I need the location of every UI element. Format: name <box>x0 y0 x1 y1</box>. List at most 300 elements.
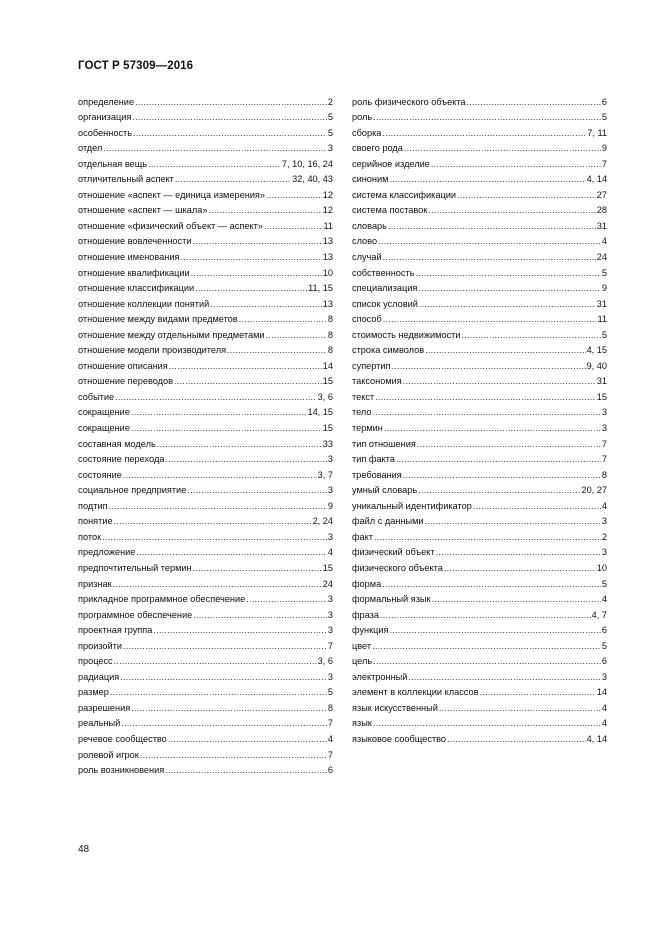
index-term: тип факта <box>352 454 395 465</box>
index-entry <box>78 683 333 699</box>
page-number: 48 <box>78 844 90 855</box>
index-term: разрешения <box>78 702 131 713</box>
dot-leader <box>132 112 326 123</box>
dot-leader <box>389 174 585 185</box>
index-entry <box>78 574 333 590</box>
index-pages: 11 <box>597 314 607 325</box>
index-pages: 5 <box>601 640 607 651</box>
dot-leader <box>165 454 326 465</box>
index-entry <box>352 108 607 124</box>
index-term: физический объект <box>352 547 435 558</box>
dot-leader <box>208 205 321 216</box>
index-term: отношение вовлеченности <box>78 236 192 247</box>
dot-leader <box>428 205 595 216</box>
dot-leader <box>175 174 291 185</box>
index-entry <box>78 636 333 652</box>
index-entry <box>352 418 607 434</box>
dot-leader <box>103 143 327 154</box>
index-entry <box>352 139 607 155</box>
index-entry <box>352 123 607 139</box>
index-pages: 4, 14 <box>586 174 607 185</box>
index-entry <box>78 310 333 326</box>
index-pages: 9 <box>327 500 333 511</box>
index-pages: 8 <box>327 329 333 340</box>
index-column-left <box>78 92 333 776</box>
dot-leader <box>110 687 327 698</box>
index-pages: 31 <box>596 376 607 387</box>
dot-leader <box>419 299 596 310</box>
index-pages: 8 <box>601 469 607 480</box>
dot-leader <box>131 703 327 714</box>
index-entry <box>352 294 607 310</box>
index-term: способ <box>352 314 382 325</box>
dot-leader <box>372 641 601 652</box>
index-pages: 28 <box>596 205 607 216</box>
index-entry <box>78 621 333 637</box>
index-term: список условий <box>352 298 418 309</box>
index-term: речевое сообщество <box>78 733 167 744</box>
index-term: размер <box>78 687 109 698</box>
index-entry <box>352 434 607 450</box>
index-entry <box>78 481 333 497</box>
dot-leader <box>157 439 322 450</box>
dot-leader <box>135 97 327 108</box>
index-pages: 4 <box>601 702 607 713</box>
index-term: понятие <box>78 516 113 527</box>
dot-leader <box>195 283 307 294</box>
index-entry <box>78 341 333 357</box>
dot-leader <box>114 516 312 527</box>
index-entry <box>352 92 607 108</box>
index-term: социальное предприятие <box>78 485 187 496</box>
index-term: состояние <box>78 469 122 480</box>
dot-leader <box>266 330 327 341</box>
index-term: серийное изделие <box>352 158 430 169</box>
index-pages: 3 <box>327 485 333 496</box>
dot-leader <box>425 516 601 527</box>
index-entry <box>78 745 333 761</box>
index-pages: 6 <box>327 765 333 776</box>
index-term: супертип <box>352 360 391 371</box>
dot-leader <box>425 345 585 356</box>
index-entry <box>352 667 607 683</box>
index-entry <box>78 605 333 621</box>
dot-leader <box>431 159 601 170</box>
index-term: состояние перехода <box>78 454 165 465</box>
index-term: цвет <box>352 640 372 651</box>
dot-leader <box>123 641 327 652</box>
index-entry <box>352 247 607 263</box>
index-pages: 7 <box>601 454 607 465</box>
dot-leader <box>193 610 327 621</box>
dot-leader <box>383 314 597 325</box>
dot-leader <box>109 501 327 512</box>
index-pages: 10 <box>322 267 333 278</box>
index-term: отдел <box>78 143 103 154</box>
index-pages: 14 <box>596 687 607 698</box>
dot-leader <box>148 159 281 170</box>
index-pages: 5 <box>601 112 607 123</box>
index-entry <box>352 325 607 341</box>
index-entry <box>352 652 607 668</box>
dot-leader <box>457 190 596 201</box>
dot-leader <box>392 361 586 372</box>
index-entry <box>352 636 607 652</box>
index-term: отдельная вещь <box>78 158 148 169</box>
dot-leader <box>102 532 327 543</box>
index-pages: 27 <box>596 189 607 200</box>
index-pages: 32, 40, 43 <box>292 174 333 185</box>
index-term: определение <box>78 96 135 107</box>
dot-leader <box>388 221 596 232</box>
index-term: признак <box>78 578 112 589</box>
index-entry <box>78 434 333 450</box>
index-entry <box>352 527 607 543</box>
index-entry <box>78 279 333 295</box>
index-term: языковое сообщество <box>352 733 447 744</box>
index-entry <box>78 372 333 388</box>
index-term: физического объекта <box>352 562 443 573</box>
index-term: отношение квалификации <box>78 267 190 278</box>
index-pages: 5 <box>601 267 607 278</box>
index-term: поток <box>78 531 102 542</box>
dot-leader <box>373 656 601 667</box>
index-term: отличительный аспект <box>78 174 174 185</box>
index-entry <box>352 590 607 606</box>
dot-leader <box>169 361 322 372</box>
index-pages: 4 <box>327 733 333 744</box>
index-pages: 8 <box>327 314 333 325</box>
dot-leader <box>115 392 317 403</box>
index-term: предложение <box>78 547 136 558</box>
index-entry <box>78 465 333 481</box>
index-entry <box>352 605 607 621</box>
index-term: программное обеспечение <box>78 609 193 620</box>
dot-leader <box>193 563 322 574</box>
index-entry <box>78 450 333 466</box>
dot-leader <box>416 268 601 279</box>
index-pages: 15 <box>322 562 333 573</box>
index-pages: 8 <box>327 345 333 356</box>
dot-leader <box>480 687 596 698</box>
dot-leader <box>133 128 327 139</box>
dot-leader <box>239 314 327 325</box>
index-term: система классификации <box>352 189 456 200</box>
index-pages: 7 <box>327 640 333 651</box>
dot-leader <box>165 765 327 776</box>
index-pages: 6 <box>601 625 607 636</box>
index-pages: 9 <box>601 283 607 294</box>
index-term: текст <box>352 391 375 402</box>
index-entry <box>78 698 333 714</box>
dot-leader <box>418 485 580 496</box>
index-entry <box>78 652 333 668</box>
index-entry <box>352 310 607 326</box>
index-entry <box>352 558 607 574</box>
dot-leader <box>383 252 596 263</box>
index-term: радиация <box>78 671 120 682</box>
dot-leader <box>114 656 317 667</box>
index-term: формальный язык <box>352 594 431 605</box>
index-term: процесс <box>78 656 113 667</box>
dot-leader <box>140 750 327 761</box>
dot-leader <box>373 112 601 123</box>
dot-leader <box>227 345 327 356</box>
index-pages: 5 <box>601 578 607 589</box>
index-entry <box>352 356 607 372</box>
index-pages: 5 <box>327 687 333 698</box>
index-pages: 4 <box>601 236 607 247</box>
dot-leader <box>417 439 601 450</box>
index-pages: 15 <box>322 423 333 434</box>
index-pages: 7, 11 <box>587 127 607 138</box>
index-pages: 15 <box>322 376 333 387</box>
index-pages: 3 <box>327 143 333 154</box>
dot-leader <box>113 579 322 590</box>
index-entry <box>352 201 607 217</box>
index-term: уникальный идентификатор <box>352 500 472 511</box>
index-entry <box>78 216 333 232</box>
index-entry <box>78 667 333 683</box>
index-entry <box>352 543 607 559</box>
dot-leader <box>192 236 321 247</box>
index-term: цель <box>352 656 373 667</box>
index-term: факт <box>352 531 373 542</box>
dot-leader <box>210 299 322 310</box>
index-entry <box>352 154 607 170</box>
index-pages: 4 <box>601 718 607 729</box>
index-entry <box>78 714 333 730</box>
index-pages: 3, 6 <box>317 391 333 402</box>
index-entry <box>352 574 607 590</box>
index-pages: 4 <box>601 594 607 605</box>
index-term: отношение описания <box>78 360 168 371</box>
index-term: сокращение <box>78 407 130 418</box>
index-term: предпочтительный термин <box>78 562 192 573</box>
document-header: ГОСТ Р 57309—2016 <box>78 60 194 72</box>
index-pages: 24 <box>322 578 333 589</box>
index-pages: 2 <box>601 531 607 542</box>
index-entry <box>78 123 333 139</box>
index-term: элемент в коллекции классов <box>352 687 479 698</box>
index-pages: 14 <box>322 360 333 371</box>
index-entry <box>78 387 333 403</box>
index-pages: 31 <box>596 220 607 231</box>
index-pages: 8 <box>327 702 333 713</box>
index-term: роль возникновения <box>78 765 165 776</box>
index-entry <box>352 372 607 388</box>
index-pages: 12 <box>322 189 333 200</box>
dot-leader <box>373 718 601 729</box>
dot-leader <box>180 252 321 263</box>
index-entry <box>78 356 333 372</box>
dot-leader <box>246 594 327 605</box>
dot-leader <box>473 501 601 512</box>
index-pages: 15 <box>596 391 607 402</box>
index-pages: 11 <box>323 220 333 231</box>
index-entry <box>352 232 607 248</box>
dot-leader <box>372 407 600 418</box>
index-term: произойти <box>78 640 123 651</box>
index-entry <box>78 590 333 606</box>
index-term: составная модель <box>78 438 156 449</box>
index-pages: 20, 27 <box>581 485 607 496</box>
index-pages: 3 <box>327 594 333 605</box>
index-term: особенность <box>78 127 133 138</box>
index-pages: 4, 14 <box>586 733 607 744</box>
dot-leader <box>153 625 327 636</box>
index-pages: 5 <box>601 329 607 340</box>
index-pages: 5 <box>327 112 333 123</box>
index-term: отношение «аспект — шкала» <box>78 205 208 216</box>
dot-leader <box>266 190 322 201</box>
index-entry <box>78 139 333 155</box>
index-pages: 3 <box>601 407 607 418</box>
index-term: система поставок <box>352 205 428 216</box>
index-term: файл с данными <box>352 516 424 527</box>
index-term: отношение между видами предметов <box>78 314 238 325</box>
index-term: отношение переводов <box>78 376 173 387</box>
index-term: стоимость недвижимости <box>352 329 461 340</box>
index-entry <box>352 341 607 357</box>
dot-leader <box>131 423 322 434</box>
dot-leader <box>168 734 327 745</box>
index-entry <box>352 387 607 403</box>
dot-leader <box>121 718 327 729</box>
index-pages: 7, 10, 16, 24 <box>281 158 333 169</box>
index-term: роль <box>352 112 373 123</box>
dot-leader <box>447 734 586 745</box>
index-term: язык искусственный <box>352 702 438 713</box>
index-pages: 3 <box>327 454 333 465</box>
index-pages: 3 <box>601 547 607 558</box>
index-term: реальный <box>78 718 121 729</box>
index-pages: 5 <box>327 127 333 138</box>
index-term: подтип <box>78 500 108 511</box>
index-entry <box>78 496 333 512</box>
index-entry <box>352 263 607 279</box>
dot-leader <box>264 221 323 232</box>
dot-leader <box>404 143 601 154</box>
index-term: отношение между отдельными предметами <box>78 329 265 340</box>
dot-leader <box>380 610 591 621</box>
index-term: язык <box>352 718 372 729</box>
dot-leader <box>374 532 601 543</box>
index-entry <box>78 527 333 543</box>
index-entry <box>352 450 607 466</box>
dot-leader <box>123 470 317 481</box>
index-pages: 10 <box>596 562 607 573</box>
index-term: сборка <box>352 127 382 138</box>
dot-leader <box>418 283 601 294</box>
index-term: случай <box>352 252 382 263</box>
index-term: электронный <box>352 671 408 682</box>
index-entry <box>78 325 333 341</box>
index-entry <box>78 263 333 279</box>
index-entry <box>352 481 607 497</box>
index-pages: 4 <box>601 500 607 511</box>
index-pages: 7 <box>327 718 333 729</box>
index-pages: 3, 6 <box>317 656 333 667</box>
index-pages: 24 <box>596 252 607 263</box>
index-pages: 13 <box>322 298 333 309</box>
index-pages: 7 <box>327 749 333 760</box>
index-pages: 9 <box>601 143 607 154</box>
index-pages: 7 <box>601 438 607 449</box>
dot-leader <box>432 594 601 605</box>
index-entry <box>352 216 607 232</box>
index-pages: 12 <box>322 205 333 216</box>
index-pages: 33 <box>322 438 333 449</box>
index-term: термин <box>352 423 383 434</box>
dot-leader <box>403 470 601 481</box>
index-pages: 11, 15 <box>308 283 333 294</box>
index-pages: 13 <box>322 236 333 247</box>
index-term: отношение «аспект — единица измерения» <box>78 189 265 200</box>
index-term: отношение коллекции понятий <box>78 298 210 309</box>
index-entry <box>78 729 333 745</box>
index-entry <box>352 465 607 481</box>
index-pages: 4, 7 <box>591 609 607 620</box>
index-term: словарь <box>352 220 387 231</box>
dot-leader <box>462 330 601 341</box>
dot-leader <box>384 423 601 434</box>
index-term: таксономия <box>352 376 402 387</box>
index-pages: 4, 15 <box>586 345 607 356</box>
index-entry <box>352 185 607 201</box>
index-term: роль физического объекта <box>352 96 466 107</box>
index-pages: 7 <box>601 158 607 169</box>
index-entry <box>78 247 333 263</box>
index-term: тело <box>352 407 372 418</box>
index-entry <box>78 92 333 108</box>
index-pages: 9, 40 <box>586 360 607 371</box>
index-entry <box>352 512 607 528</box>
index-pages: 6 <box>601 96 607 107</box>
dot-leader <box>378 236 601 247</box>
index-term: проектная группа <box>78 625 153 636</box>
dot-leader <box>390 625 601 636</box>
index-term: прикладное программное обеспечение <box>78 594 246 605</box>
index-term: собственность <box>352 267 415 278</box>
index-term: сокращение <box>78 423 130 434</box>
index-term: специализация <box>352 283 418 294</box>
dot-leader <box>187 485 327 496</box>
index-pages: 3 <box>327 531 333 542</box>
index-pages: 14, 15 <box>307 407 333 418</box>
dot-leader <box>120 672 327 683</box>
dot-leader <box>382 128 586 139</box>
index-term: умный словарь <box>352 485 418 496</box>
index-term: отношение именования <box>78 252 180 263</box>
index-entry <box>78 170 333 186</box>
dot-leader <box>396 454 601 465</box>
index-entry <box>78 232 333 248</box>
dot-leader <box>439 703 601 714</box>
index-entry <box>352 403 607 419</box>
index-pages: 3 <box>327 625 333 636</box>
index-entry <box>352 698 607 714</box>
index-term: тип отношения <box>352 438 416 449</box>
dot-leader <box>191 268 322 279</box>
index-pages: 4 <box>327 547 333 558</box>
index-pages: 3 <box>327 671 333 682</box>
index-term: слово <box>352 236 378 247</box>
index-column-right <box>352 92 607 745</box>
index-term: ролевой игрок <box>78 749 139 760</box>
index-pages: 31 <box>596 298 607 309</box>
index-pages: 2 <box>327 96 333 107</box>
